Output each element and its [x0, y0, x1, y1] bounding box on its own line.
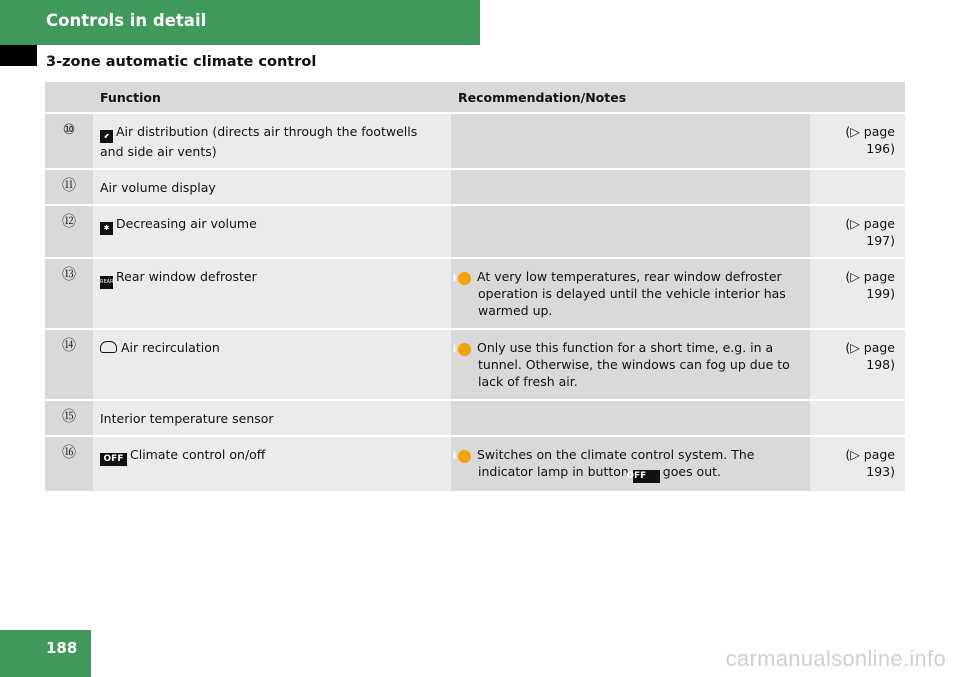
table-row [45, 205, 905, 258]
climate-off-icon: OFF [100, 453, 127, 466]
notes-cell [451, 258, 810, 329]
page-ref: (▷ page 193) [810, 436, 905, 492]
row-number: ⑮ [45, 400, 93, 436]
page-ref: (▷ page 198) [810, 329, 905, 400]
function-label: Climate control on/off [130, 447, 266, 462]
fan-decrease-icon: ✱ [100, 222, 113, 235]
spec-table [45, 82, 905, 493]
page-ref [810, 169, 905, 205]
info-icon: i [458, 272, 471, 285]
header-function: Function [93, 82, 451, 113]
function-label: Air volume display [100, 180, 216, 195]
row-number: ⑬ [45, 258, 93, 329]
function-cell [93, 169, 451, 205]
function-label: Rear window defroster [116, 269, 257, 284]
function-cell [93, 258, 451, 329]
function-label: Air distribution (directs air through the footwells and side air vents) [100, 124, 418, 159]
row-number: ⑩ [45, 113, 93, 169]
table-row [45, 400, 905, 436]
page-ref [810, 400, 905, 436]
function-cell [93, 113, 451, 169]
section-title: 3-zone automatic climate control [46, 54, 317, 70]
row-number: ⑭ [45, 329, 93, 400]
function-cell [93, 205, 451, 258]
notes-cell [451, 436, 810, 492]
table-row [45, 113, 905, 169]
function-cell [93, 329, 451, 400]
info-icon: i [458, 450, 471, 463]
note-text: At very low temperatures, rear window defroster operation is delayed until the vehicle interior has warmed up. [477, 269, 786, 318]
header-notes: Recommendation/Notes [451, 82, 810, 113]
header-num-cell [45, 82, 93, 113]
notes-cell [451, 169, 810, 205]
page-ref: (▷ page 196) [810, 113, 905, 169]
table-row [45, 436, 905, 492]
info-icon: i [458, 343, 471, 356]
note-text-end: goes out. [662, 464, 721, 479]
header-page-cell [810, 82, 905, 113]
notes-cell [451, 400, 810, 436]
page-number: 188 [46, 639, 78, 657]
black-tab-marker [0, 45, 37, 66]
function-label: Decreasing air volume [116, 216, 257, 231]
header-bar [0, 0, 480, 45]
notes-cell [451, 113, 810, 169]
function-cell [93, 400, 451, 436]
page-ref: (▷ page 199) [810, 258, 905, 329]
notes-cell [451, 329, 810, 400]
note-text: Switches on the climate control system. The indicator lamp in button [477, 447, 755, 479]
note-text: Only use this function for a short time, e.g. in a tunnel. Otherwise, the windows can fog up due to lack of fresh air. [477, 340, 790, 389]
table-row [45, 169, 905, 205]
page-number-box [0, 630, 91, 677]
air-recirculation-icon [100, 341, 117, 353]
row-number: ⑫ [45, 205, 93, 258]
air-distribution-footwell-icon: ⬋ [100, 130, 113, 143]
function-label: Air recirculation [121, 340, 220, 355]
table-row [45, 258, 905, 329]
page-ref: (▷ page 197) [810, 205, 905, 258]
function-cell [93, 436, 451, 492]
notes-cell [451, 205, 810, 258]
table-row [45, 329, 905, 400]
header-title: Controls in detail [46, 11, 207, 30]
row-number: ⑯ [45, 436, 93, 492]
watermark: carmanualsonline.info [725, 646, 946, 671]
off-button-icon: OFF [633, 470, 660, 483]
rear-defroster-icon: REAR [100, 276, 113, 289]
function-label: Interior temperature sensor [100, 411, 274, 426]
row-number: ⑪ [45, 169, 93, 205]
table-header-row [45, 82, 905, 113]
